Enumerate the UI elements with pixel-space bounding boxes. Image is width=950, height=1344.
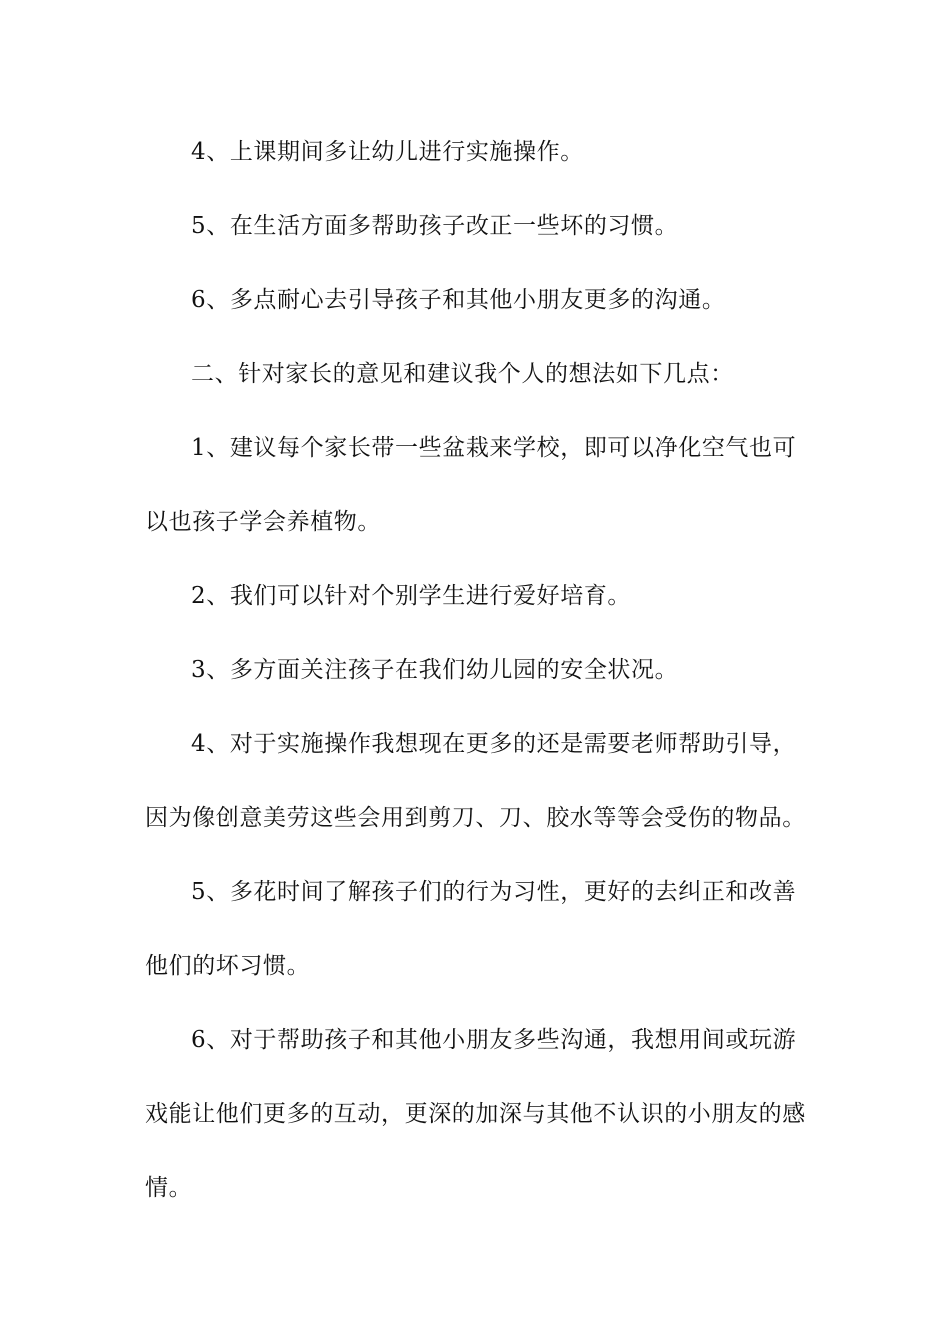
paragraph-parent-suggestion-4: 4、上课期间多让幼儿进行实施操作。 — [191, 139, 584, 165]
section-heading-response: 二、针对家长的意见和建议我个人的想法如下几点： — [191, 361, 734, 387]
paragraph-parent-suggestion-5: 5、在生活方面多帮助孩子改正一些坏的习惯。 — [191, 213, 679, 239]
paragraph-response-6: 6、对于帮助孩子和其他小朋友多些沟通，我想用间或玩游戏能让他们更多的互动，更深的加深与其他不认识的小朋友的感情。 — [145, 1027, 806, 1201]
paragraph-parent-suggestion-6: 6、多点耐心去引导孩子和其他小朋友更多的沟通。 — [191, 287, 726, 313]
paragraph-response-2: 2、我们可以针对个别学生进行爱好培育。 — [191, 583, 632, 609]
paragraph-response-5: 5、多花时间了解孩子们的行为习性，更好的去纠正和改善他们的坏习惯。 — [145, 879, 797, 979]
paragraph-response-4: 4、对于实施操作我想现在更多的还是需要老师帮助引导，因为像创意美劳这些会用到剪刀、刀、胶水等等会受伤的物品。 — [145, 731, 806, 831]
paragraph-response-1: 1、建议每个家长带一些盆栽来学校，即可以净化空气也可以也孩子学会养植物。 — [145, 435, 797, 535]
paragraph-response-3: 3、多方面关注孩子在我们幼儿园的安全状况。 — [191, 657, 679, 683]
